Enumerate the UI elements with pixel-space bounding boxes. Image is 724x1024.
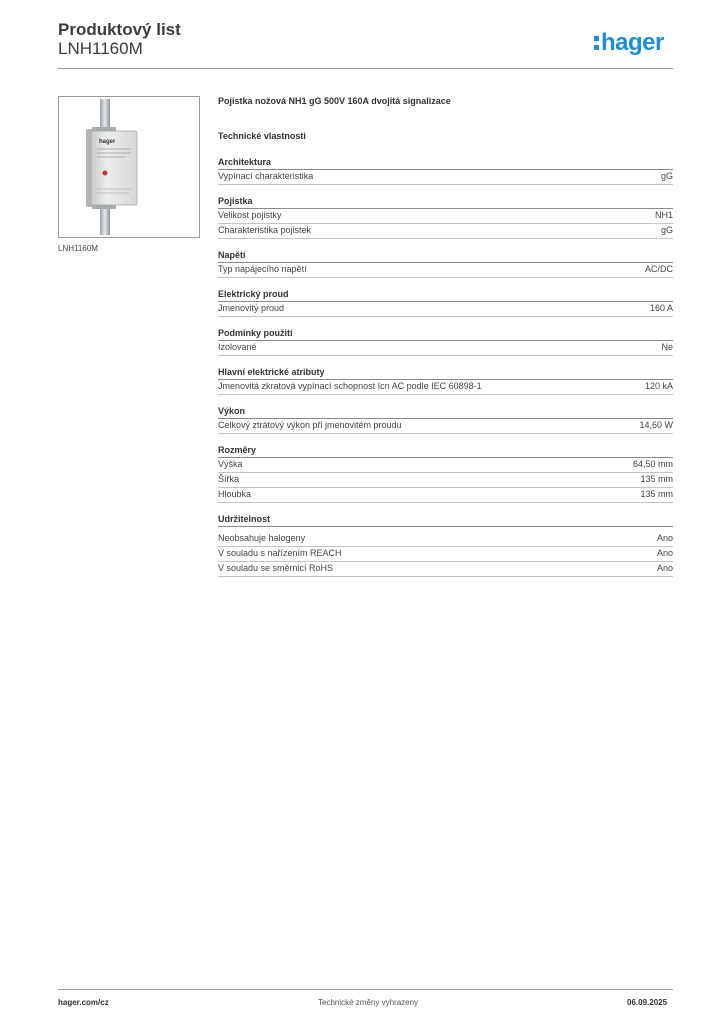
spec-group-architektura [218,156,673,185]
spec-value: 14,60 W [639,420,673,430]
spec-value: 135 mm [640,474,673,484]
spec-value: Ne [661,342,673,352]
spec-label: Vypínací charakteristika [218,171,314,181]
spec-group-elektricky-proud [218,288,673,317]
spec-row [218,263,673,278]
spec-value: 64,50 mm [632,459,673,469]
spec-row [218,547,673,562]
page-title: Produktový list [58,20,181,39]
spec-row [218,302,673,317]
spec-row [218,532,673,547]
spec-row [218,458,673,473]
spec-row [218,473,673,488]
spec-group-title: Udržitelnost [218,513,673,527]
spec-label: Charakteristika pojistek [218,225,312,235]
fuse-label-brand: hager [99,139,116,145]
spec-label: Celkový ztrátový výkon při jmenovitém proudu [218,420,402,430]
spec-label: Jmenovitý proud [218,303,285,313]
spec-group-hlavni-elektricke-atributy [218,366,673,395]
spec-row [218,170,673,185]
spec-value: Ano [656,533,673,543]
spec-row [218,209,673,224]
spec-label: Neobsahuje halogeny [218,533,306,543]
spec-label: Jmenovitá zkratová vypínací schopnost Icn AC podle IEC 60898-1 [218,381,482,391]
footer-divider [58,989,673,990]
spec-label: Hloubka [218,489,252,499]
fuse-illustration-icon [59,97,199,237]
spec-row [218,488,673,503]
spec-row [218,224,673,239]
logo-text: hager [601,29,664,56]
spec-group-rozmery [218,444,673,503]
spec-group-title: Výkon [218,405,673,419]
product-code: LNH1160M [58,39,143,58]
spec-label: Izolované [218,342,257,352]
spec-label: Typ napájecího napětí [218,264,307,274]
footer-website-link[interactable]: hager.com/cz [58,998,109,1007]
section-heading: Technické vlastnosti [218,131,306,141]
spec-label: Šířka [218,474,240,484]
spec-group-pojistka [218,195,673,239]
header-divider [58,68,673,69]
spec-group-title: Napětí [218,249,673,263]
spec-group-podminky-pouziti [218,327,673,356]
spec-group-title: Architektura [218,156,673,170]
spec-group-title: Podmínky použití [218,327,673,341]
spec-group-title: Pojistka [218,195,673,209]
specifications-table [218,156,673,587]
footer-date: 06.09.2025 [627,998,668,1007]
spec-group-vykon [218,405,673,434]
spec-group-title: Elektrický proud [218,288,673,302]
spec-group-udrzitelnost [218,513,673,577]
spec-value: Ano [656,548,673,558]
image-caption: LNH1160M [58,244,98,253]
spec-group-title: Hlavní elektrické atributy [218,366,673,380]
logo-dots-icon [594,36,599,50]
spec-value: 160 A [649,303,673,313]
spec-row [218,562,673,577]
product-title: Pojistka nožová NH1 gG 500V 160A dvojitá signalizace [218,96,451,106]
spec-row [218,341,673,356]
spec-value: gG [660,225,673,235]
spec-label: V souladu se směrnicí RoHS [218,563,334,573]
spec-value: NH1 [654,210,673,220]
spec-label: V souladu s nařízením REACH [218,548,342,558]
spec-value: gG [660,171,673,181]
product-image [58,96,200,238]
spec-label: Výška [218,459,243,469]
spec-value: Ano [656,563,673,573]
spec-row [218,419,673,434]
spec-group-title: Rozměry [218,444,673,458]
footer-disclaimer: Technické změny vyhrazeny [318,998,419,1007]
spec-value: AC/DC [644,264,673,274]
spec-value: 120 kA [644,381,673,391]
hager-logo[interactable] [594,28,664,58]
spec-group-napeti [218,249,673,278]
spec-label: Velikost pojistky [218,210,282,220]
spec-row [218,380,673,395]
spec-value: 135 mm [640,489,673,499]
